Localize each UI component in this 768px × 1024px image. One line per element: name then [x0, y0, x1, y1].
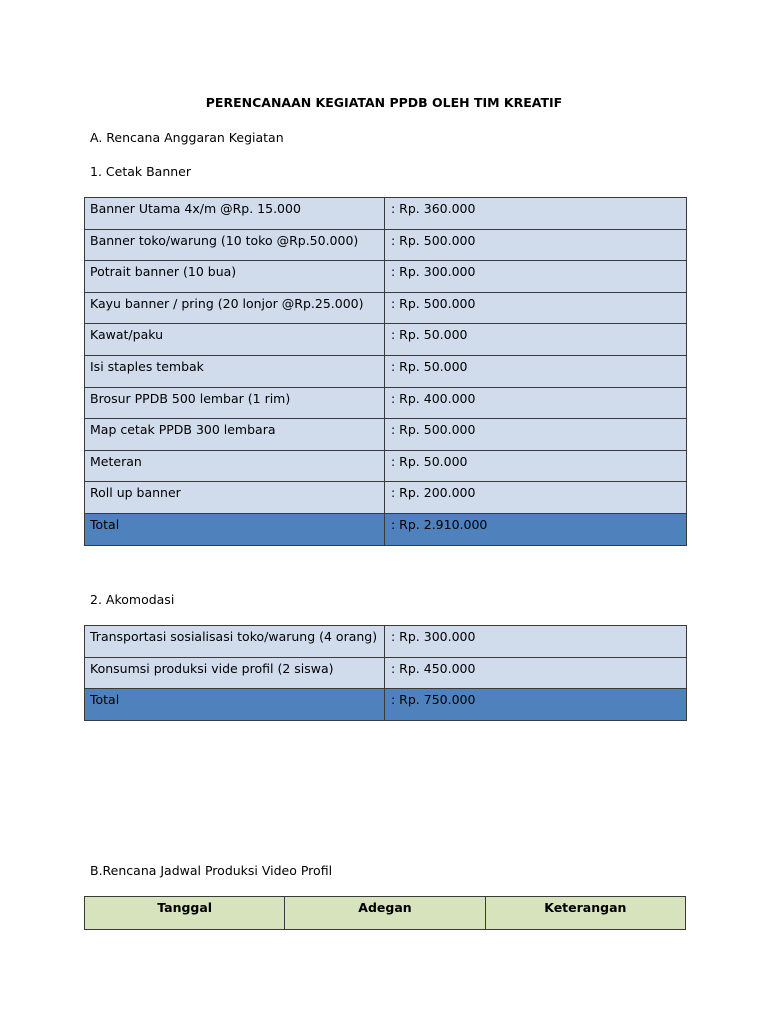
- item-cell: Meteran: [85, 450, 385, 482]
- item-cell: Transportasi sosialisasi toko/warung (4 orang): [85, 626, 385, 658]
- banner-budget-table: [84, 197, 687, 546]
- amount-cell: : Rp. 50.000: [385, 355, 687, 387]
- total-amount: : Rp. 750.000: [385, 689, 687, 721]
- table-row: [85, 292, 687, 324]
- amount-cell: : Rp. 500.000: [385, 419, 687, 451]
- amount-cell: : Rp. 300.000: [385, 626, 687, 658]
- total-row: [85, 513, 687, 545]
- item-cell: Kayu banner / pring (20 lonjor @Rp.25.000): [85, 292, 385, 324]
- amount-cell: : Rp. 500.000: [385, 292, 687, 324]
- total-label: Total: [85, 513, 385, 545]
- document-title: PERENCANAAN KEGIATAN PPDB OLEH TIM KREATIF: [205, 95, 563, 110]
- amount-cell: : Rp. 50.000: [385, 324, 687, 356]
- column-header-adegan: Adegan: [285, 897, 485, 930]
- table-row: [85, 229, 687, 261]
- amount-cell: : Rp. 50.000: [385, 450, 687, 482]
- item-cell: Isi staples tembak: [85, 355, 385, 387]
- table-row: [85, 657, 687, 689]
- table-row: [85, 450, 687, 482]
- amount-cell: : Rp. 400.000: [385, 387, 687, 419]
- amount-cell: : Rp. 200.000: [385, 482, 687, 514]
- item-cell: Banner toko/warung (10 toko @Rp.50.000): [85, 229, 385, 261]
- table-row: [85, 419, 687, 451]
- column-header-tanggal: Tanggal: [85, 897, 285, 930]
- table-row: [85, 355, 687, 387]
- table-header-row: [85, 897, 686, 930]
- amount-cell: : Rp. 500.000: [385, 229, 687, 261]
- item-cell: Konsumsi produksi vide profil (2 siswa): [85, 657, 385, 689]
- item-cell: Banner Utama 4x/m @Rp. 15.000: [85, 198, 385, 230]
- table-row: [85, 324, 687, 356]
- amount-cell: : Rp. 360.000: [385, 198, 687, 230]
- total-label: Total: [85, 689, 385, 721]
- amount-cell: : Rp. 450.000: [385, 657, 687, 689]
- item-cell: Map cetak PPDB 300 lembara: [85, 419, 385, 451]
- akomodasi-budget-table: [84, 625, 687, 721]
- video-schedule-table: [84, 896, 686, 930]
- table-row: [85, 198, 687, 230]
- table-row: [85, 626, 687, 658]
- table-row: [85, 482, 687, 514]
- item-cell: Roll up banner: [85, 482, 385, 514]
- column-header-keterangan: Keterangan: [485, 897, 685, 930]
- total-amount: : Rp. 2.910.000: [385, 513, 687, 545]
- table-row: [85, 387, 687, 419]
- table-row: [85, 261, 687, 293]
- section-2-heading: 2. Akomodasi: [90, 592, 175, 607]
- section-a-heading: A. Rencana Anggaran Kegiatan: [90, 130, 284, 145]
- item-cell: Brosur PPDB 500 lembar (1 rim): [85, 387, 385, 419]
- item-cell: Potrait banner (10 bua): [85, 261, 385, 293]
- section-b-heading: B.Rencana Jadwal Produksi Video Profil: [90, 863, 333, 878]
- section-1-heading: 1. Cetak Banner: [90, 164, 192, 179]
- item-cell: Kawat/paku: [85, 324, 385, 356]
- total-row: [85, 689, 687, 721]
- amount-cell: : Rp. 300.000: [385, 261, 687, 293]
